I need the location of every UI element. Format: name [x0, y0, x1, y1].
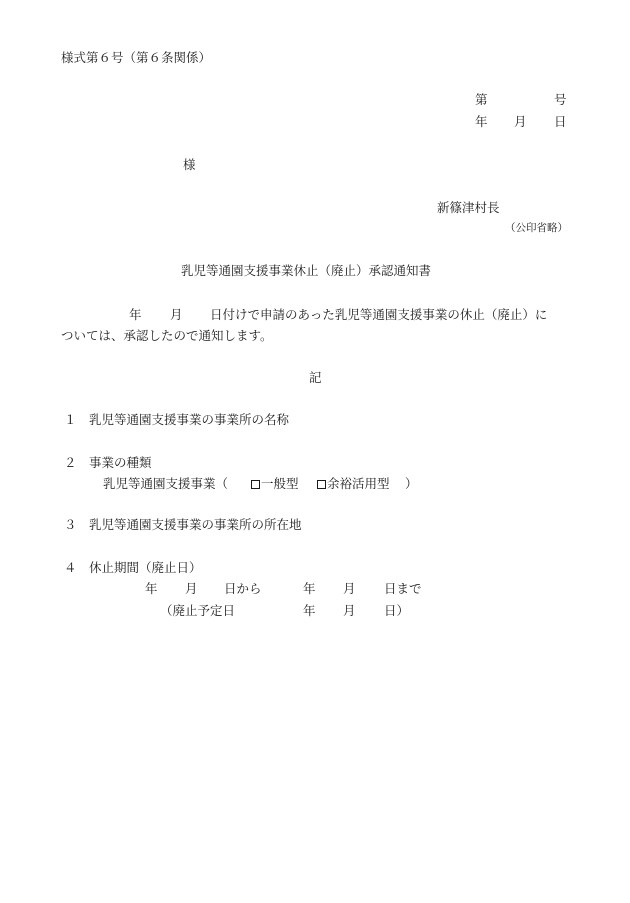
- body-line2: ついては、承認したので通知します。: [61, 328, 273, 343]
- item-4-number: ４: [64, 560, 77, 575]
- item-2-label: 事業の種類: [89, 455, 152, 470]
- body-year: 年: [129, 307, 142, 322]
- document-title: 乳児等通園支援事業休止（廃止）承認通知書: [181, 263, 432, 278]
- date-month: 月: [514, 114, 527, 129]
- period-to-year: 年: [303, 581, 316, 596]
- period-to-day: 日まで: [384, 581, 422, 596]
- doc-number-suffix: 号: [554, 92, 567, 107]
- item-2-number: ２: [64, 455, 77, 470]
- item-3-label: 乳児等通園支援事業の事業所の所在地: [89, 517, 302, 532]
- checkbox-spare-capacity[interactable]: [317, 480, 326, 489]
- checkbox-general[interactable]: [251, 480, 260, 489]
- ki-heading: 記: [309, 370, 322, 385]
- date-day: 日: [554, 114, 567, 129]
- item-3-number: ３: [64, 517, 77, 532]
- business-type-suffix: ）: [405, 476, 418, 491]
- item-1-number: １: [64, 412, 77, 427]
- option-spare-capacity[interactable]: [317, 478, 390, 491]
- period-to-month: 月: [343, 581, 356, 596]
- option-general-label: 一般型: [261, 476, 299, 491]
- period-from-month: 月: [185, 581, 198, 596]
- date-year: 年: [475, 114, 488, 129]
- form-label: 様式第６号（第６条関係）: [61, 50, 212, 65]
- planned-year: 年: [303, 603, 316, 618]
- planned-prefix: （廃止予定日: [160, 603, 236, 618]
- item-4-label: 休止期間（廃止日）: [89, 560, 202, 575]
- item-1-label: 乳児等通園支援事業の事業所の名称: [89, 412, 290, 427]
- period-from-year: 年: [145, 581, 158, 596]
- issuer-name: 新篠津村長: [437, 200, 500, 215]
- period-from-day: 日から: [224, 581, 262, 596]
- option-general[interactable]: [251, 478, 299, 491]
- planned-month: 月: [343, 603, 356, 618]
- body-month: 月: [170, 307, 183, 322]
- addressee-suffix: 様: [183, 157, 196, 172]
- business-type-prefix: 乳児等通園支援事業（: [103, 476, 229, 491]
- seal-note: （公印省略）: [505, 222, 568, 234]
- body-line1: 日付けで申請のあった乳児等通園支援事業の休止（廃止）に: [210, 307, 548, 322]
- planned-day: 日）: [384, 603, 410, 618]
- doc-number-prefix: 第: [475, 92, 488, 107]
- option-spare-capacity-label: 余裕活用型: [327, 476, 390, 491]
